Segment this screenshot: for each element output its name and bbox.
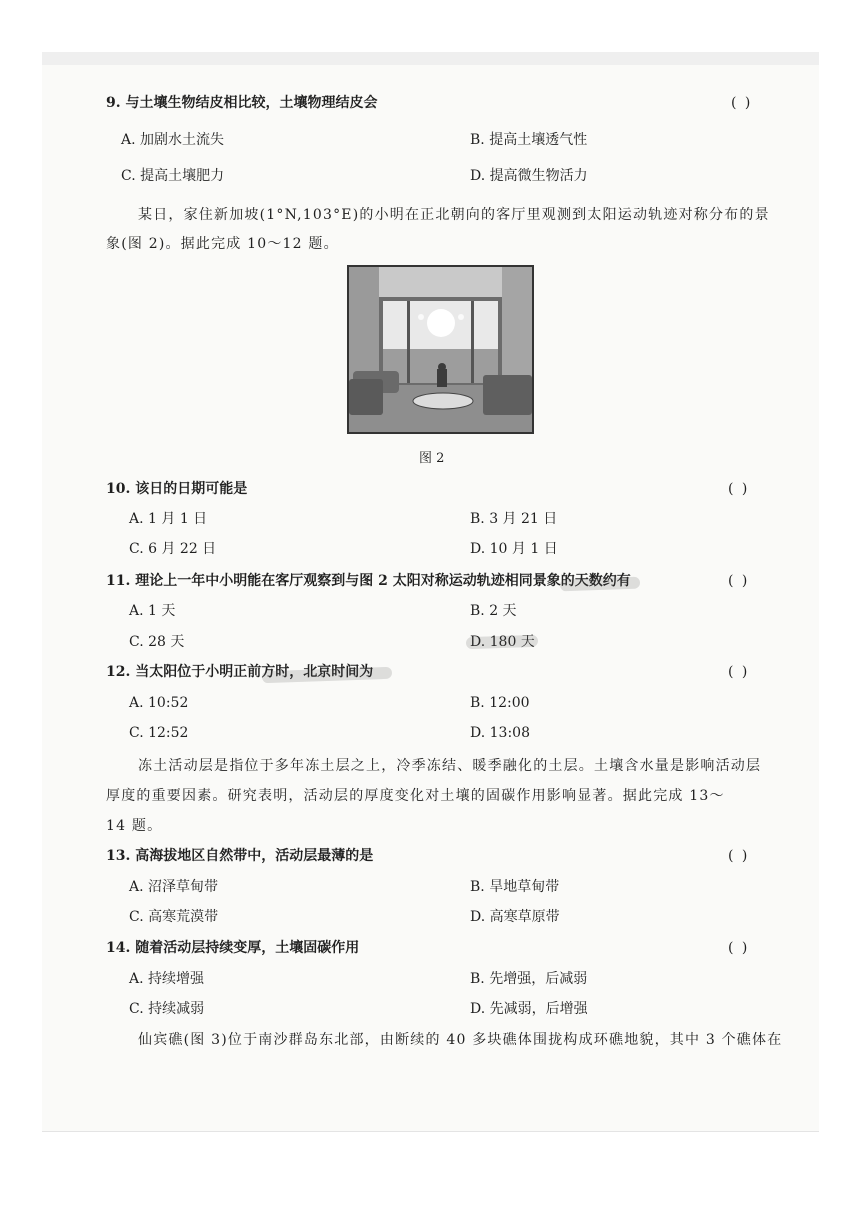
- answer-paren: ( ): [728, 573, 750, 589]
- living-room-illustration: [349, 267, 532, 432]
- answer-paren: ( ): [728, 664, 750, 680]
- question-number: 10.: [106, 481, 131, 497]
- option-b: B. 3 月 21 日: [470, 511, 558, 527]
- question-9-stem: [106, 94, 378, 112]
- option-c: C. 提高土壤肥力: [121, 168, 225, 184]
- answer-paren: ( ): [731, 95, 753, 111]
- question-number: 11.: [106, 573, 131, 589]
- figure-2-caption: 图 2: [419, 451, 445, 466]
- passage-2-line-1: 冻土活动层是指位于多年冻土层之上，冷季冻结、暖季融化的土层。土壤含水量是影响活动层: [138, 758, 762, 774]
- option-c: C. 持续减弱: [129, 1001, 205, 1017]
- option-a: A. 1 月 1 日: [129, 511, 208, 527]
- passage-3-line-1: 仙宾礁(图 3)位于南沙群岛东北部，由断续的 40 多块礁体围拢构成环礁地貌，其中 3 个礁体在: [138, 1032, 783, 1048]
- option-a: A. 10:52: [129, 695, 189, 711]
- option-b: B. 提高土壤透气性: [470, 132, 588, 148]
- question-text: 与土壤生物结皮相比较，土壤物理结皮会: [125, 95, 378, 111]
- page-bottom-edge: [42, 1131, 819, 1132]
- option-a: A. 1 天: [129, 603, 176, 619]
- question-text: 当太阳位于小明正前方时，北京时间为: [135, 664, 374, 680]
- option-a: A. 沼泽草甸带: [129, 879, 219, 895]
- page-top-margin: [42, 52, 819, 65]
- option-b: B. 先增强，后减弱: [470, 971, 588, 987]
- option-d: D. 10 月 1 日: [470, 541, 558, 557]
- option-a: A. 持续增强: [129, 971, 205, 987]
- passage-2-line-2: 厚度的重要因素。研究表明，活动层的厚度变化对土壤的固碳作用影响显著。据此完成 13～: [106, 788, 725, 804]
- question-text: 高海拔地区自然带中，活动层最薄的是: [135, 848, 374, 864]
- passage-1-line-2: 象(图 2)。据此完成 10～12 题。: [106, 236, 339, 252]
- option-b: B. 旱地草甸带: [470, 879, 560, 895]
- option-c: C. 高寒荒漠带: [129, 909, 219, 925]
- passage-2-line-3: 14 题。: [106, 818, 163, 834]
- option-b: B. 12:00: [470, 695, 530, 711]
- passage-1-line-1: 某日，家住新加坡(1°N,103°E)的小明在正北朝向的客厅里观测到太阳运动轨迹对称分布的景: [138, 207, 770, 223]
- option-c: C. 12:52: [129, 725, 189, 741]
- option-d: D. 提高微生物活力: [470, 168, 588, 184]
- answer-paren: ( ): [728, 940, 750, 956]
- option-d: D. 180 天: [470, 634, 535, 650]
- option-b: B. 2 天: [470, 603, 517, 619]
- option-d: D. 13:08: [470, 725, 530, 741]
- question-number: 12.: [106, 664, 131, 680]
- figure-2-living-room-photo: [347, 265, 534, 434]
- option-c: C. 28 天: [129, 634, 185, 650]
- option-d: D. 先减弱，后增强: [470, 1001, 588, 1017]
- option-d: D. 高寒草原带: [470, 909, 560, 925]
- pencil-smudge: [466, 635, 538, 650]
- question-text: 随着活动层持续变厚，土壤固碳作用: [135, 940, 360, 956]
- question-number: 9.: [106, 95, 121, 111]
- question-14-stem: [106, 939, 359, 957]
- question-text: 理论上一年中小明能在客厅观察到与图 2 太阳对称运动轨迹相同景象的天数约有: [135, 573, 631, 589]
- question-number: 14.: [106, 940, 131, 956]
- question-number: 13.: [106, 848, 131, 864]
- option-c: C. 6 月 22 日: [129, 541, 217, 557]
- option-a: A. 加剧水土流失: [121, 132, 225, 148]
- question-10-stem: [106, 480, 247, 498]
- question-13-stem: [106, 847, 373, 865]
- question-text: 该日的日期可能是: [135, 481, 248, 497]
- answer-paren: ( ): [728, 481, 750, 497]
- answer-paren: ( ): [728, 848, 750, 864]
- question-11-stem: [106, 572, 631, 590]
